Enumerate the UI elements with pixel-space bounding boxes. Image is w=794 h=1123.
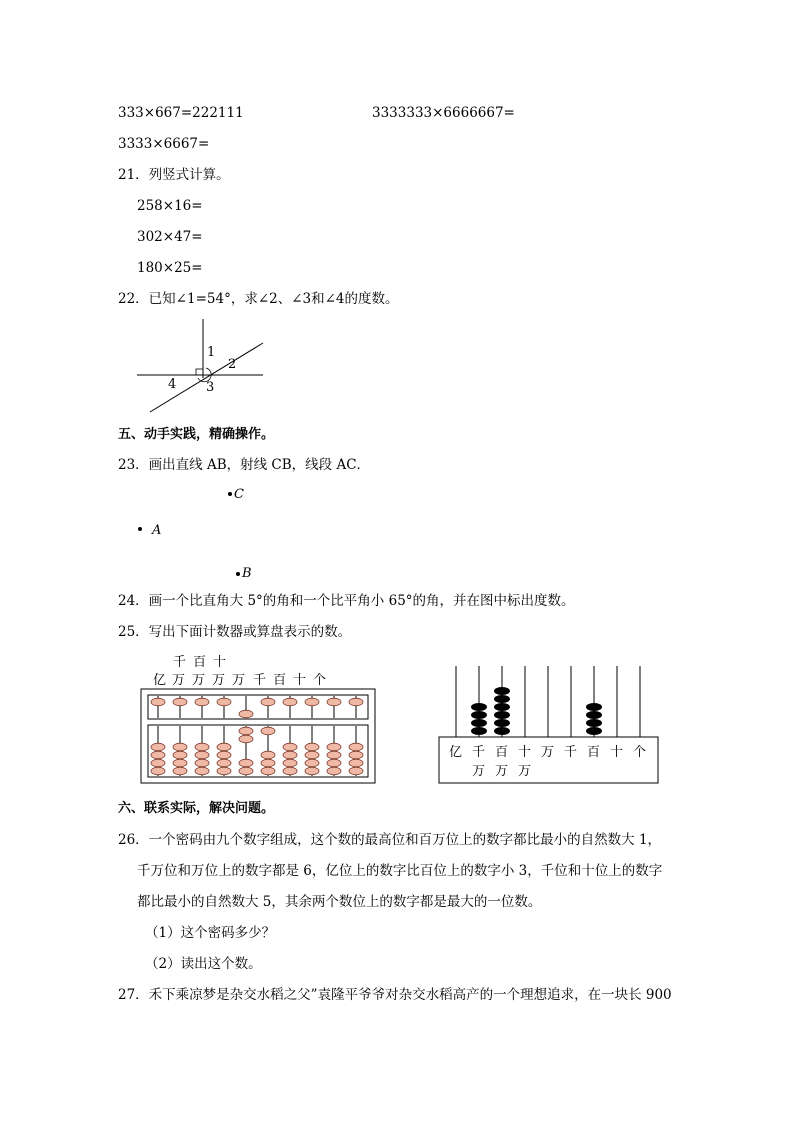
abacus-bead: [217, 751, 231, 759]
abacus-bottom-label: 万: [192, 673, 206, 688]
equation-1: 333×667=222111: [118, 105, 244, 121]
abacus-bead: [239, 727, 253, 735]
counter-bead: [494, 695, 510, 703]
counter-bead: [471, 719, 487, 727]
abacus-bottom-label: 万: [172, 673, 186, 688]
abacus-bottom-label: 万: [212, 673, 226, 688]
counter-label: 万: [541, 745, 555, 760]
points-figure: [130, 482, 270, 582]
abacus-bead: [327, 759, 341, 767]
abacus-bead: [151, 767, 165, 775]
abacus-bead: [195, 698, 209, 706]
counter-label: 百: [587, 745, 601, 760]
abacus-bead: [195, 767, 209, 775]
counter-label: 千: [472, 745, 486, 760]
counter-label: 百: [495, 745, 509, 760]
counter-bead: [494, 703, 510, 711]
counter-bead: [586, 719, 602, 727]
angle-figure: [130, 316, 275, 416]
abacus-bead: [327, 743, 341, 751]
abacus-bead: [151, 743, 165, 751]
abacus-bead: [217, 759, 231, 767]
question-22: 22．已知∠1=54°，求∠2、∠3和∠4的度数。: [118, 291, 399, 307]
question-26-part-2: （2）读出这个数。: [145, 956, 262, 972]
abacus-bead: [349, 698, 363, 706]
counter-label: 千: [564, 745, 578, 760]
abacus-bead: [195, 743, 209, 751]
calc-c: 180×25=: [137, 260, 203, 276]
abacus-bead: [217, 767, 231, 775]
abacus-bead: [261, 767, 275, 775]
calc-a: 258×16=: [137, 198, 203, 214]
section-5-heading: 五、动手实践，精确操作。: [118, 427, 275, 442]
abacus-bead: [305, 767, 319, 775]
abacus-bottom-label: 个: [313, 673, 327, 688]
calc-b: 302×47=: [137, 229, 203, 245]
abacus-bead: [305, 698, 319, 706]
abacus-bead: [195, 751, 209, 759]
abacus-bead: [305, 759, 319, 767]
abacus-bead: [327, 698, 341, 706]
counter-bead: [494, 711, 510, 719]
abacus-bottom-label: 百: [273, 673, 287, 688]
angle-label-2: 2: [228, 357, 237, 372]
abacus-bead: [195, 759, 209, 767]
abacus-bead: [239, 759, 253, 767]
abacus-bottom-label: 十: [293, 673, 307, 688]
abacus-bead: [151, 751, 165, 759]
counter-bead: [471, 703, 487, 711]
abacus-top-label-qian: 千: [173, 655, 187, 670]
counter-label: 十: [518, 745, 532, 760]
abacus-top-label-bai: 百: [193, 655, 207, 670]
counter-bead: [494, 727, 510, 735]
abacus-bead: [283, 759, 297, 767]
abacus-bottom-label: 万: [232, 673, 246, 688]
abacus-bead: [151, 698, 165, 706]
question-23: 23．画出直线 AB，射线 CB，线段 AC．: [118, 457, 371, 473]
abacus-bead: [173, 698, 187, 706]
abacus-bead: [305, 751, 319, 759]
abacus-bead: [261, 727, 275, 735]
section-6-heading: 六、联系实际，解决问题。: [118, 801, 275, 816]
abacus-bead: [349, 767, 363, 775]
abacus-bead: [239, 767, 253, 775]
question-24: 24．画一个比直角大 5°的角和一个比平角小 65°的角，并在图中标出度数。: [118, 593, 575, 609]
equation-2: 3333333×6666667=: [372, 105, 515, 121]
abacus-figure: [140, 650, 380, 785]
question-26-line-3: 都比最小的自然数大 5，其余两个数位上的数字都是最大的一位数。: [137, 894, 542, 910]
point-label-c: C: [234, 487, 244, 502]
abacus-bead: [261, 698, 275, 706]
angle-label-1: 1: [207, 345, 216, 360]
abacus-bead: [173, 767, 187, 775]
counter-bead: [586, 727, 602, 735]
abacus-bead: [261, 759, 275, 767]
question-26-line-2: 千万位和万位上的数字都是 6，亿位上的数字比百位上的数字小 3，千位和十位上的数字: [137, 863, 663, 879]
abacus-bead: [173, 751, 187, 759]
abacus-bottom-label: 亿: [153, 673, 167, 688]
abacus-bead: [239, 710, 253, 718]
abacus-top-label-shi: 十: [213, 655, 227, 670]
abacus-bead: [349, 759, 363, 767]
counter-bead: [471, 711, 487, 719]
abacus-bead: [327, 767, 341, 775]
abacus-bottom-label: 千: [253, 673, 267, 688]
abacus-bead: [261, 751, 275, 759]
counter-label-wan: 万: [495, 764, 509, 779]
abacus-bead: [305, 743, 319, 751]
abacus-bead: [217, 698, 231, 706]
abacus-bead: [283, 751, 297, 759]
abacus-bead: [173, 759, 187, 767]
abacus-bead: [173, 743, 187, 751]
counter-bead: [494, 719, 510, 727]
counter-label: 十: [610, 745, 624, 760]
counter-label-wan: 万: [472, 764, 486, 779]
abacus-bead: [151, 759, 165, 767]
abacus-bead: [239, 735, 253, 743]
abacus-bead: [283, 743, 297, 751]
counter-bead: [494, 687, 510, 695]
counter-bead: [586, 703, 602, 711]
abacus-bead: [327, 751, 341, 759]
question-26-line-1: 26．一个密码由九个数字组成，这个数的最高位和百万位上的数字都比最小的自然数大 1，: [118, 832, 662, 848]
abacus-bead: [217, 743, 231, 751]
abacus-bead: [349, 743, 363, 751]
abacus-bead: [349, 751, 363, 759]
angle-label-3: 3: [206, 380, 215, 395]
abacus-bead: [283, 767, 297, 775]
equation-3: 3333×6667=: [118, 136, 210, 152]
point-label-b: B: [242, 566, 252, 581]
question-26-part-1: （1）这个密码多少？: [145, 925, 276, 941]
abacus-bead: [283, 698, 297, 706]
counter-label: 亿: [449, 745, 463, 760]
point-label-a: A: [152, 523, 162, 538]
counter-figure: [438, 664, 660, 786]
angle-label-4: 4: [168, 377, 177, 392]
counter-label: 个: [633, 745, 647, 760]
counter-bead: [586, 711, 602, 719]
counter-bead: [471, 727, 487, 735]
question-27: 27．禾下乘凉梦是杂交水稻之父”袁隆平爷爷对杂交水稻高产的一个理想追求，在一块长 900: [118, 987, 672, 1003]
question-21: 21．列竖式计算。: [118, 167, 230, 183]
question-25: 25．写出下面计数器或算盘表示的数。: [118, 624, 352, 640]
counter-label-wan: 万: [518, 764, 532, 779]
